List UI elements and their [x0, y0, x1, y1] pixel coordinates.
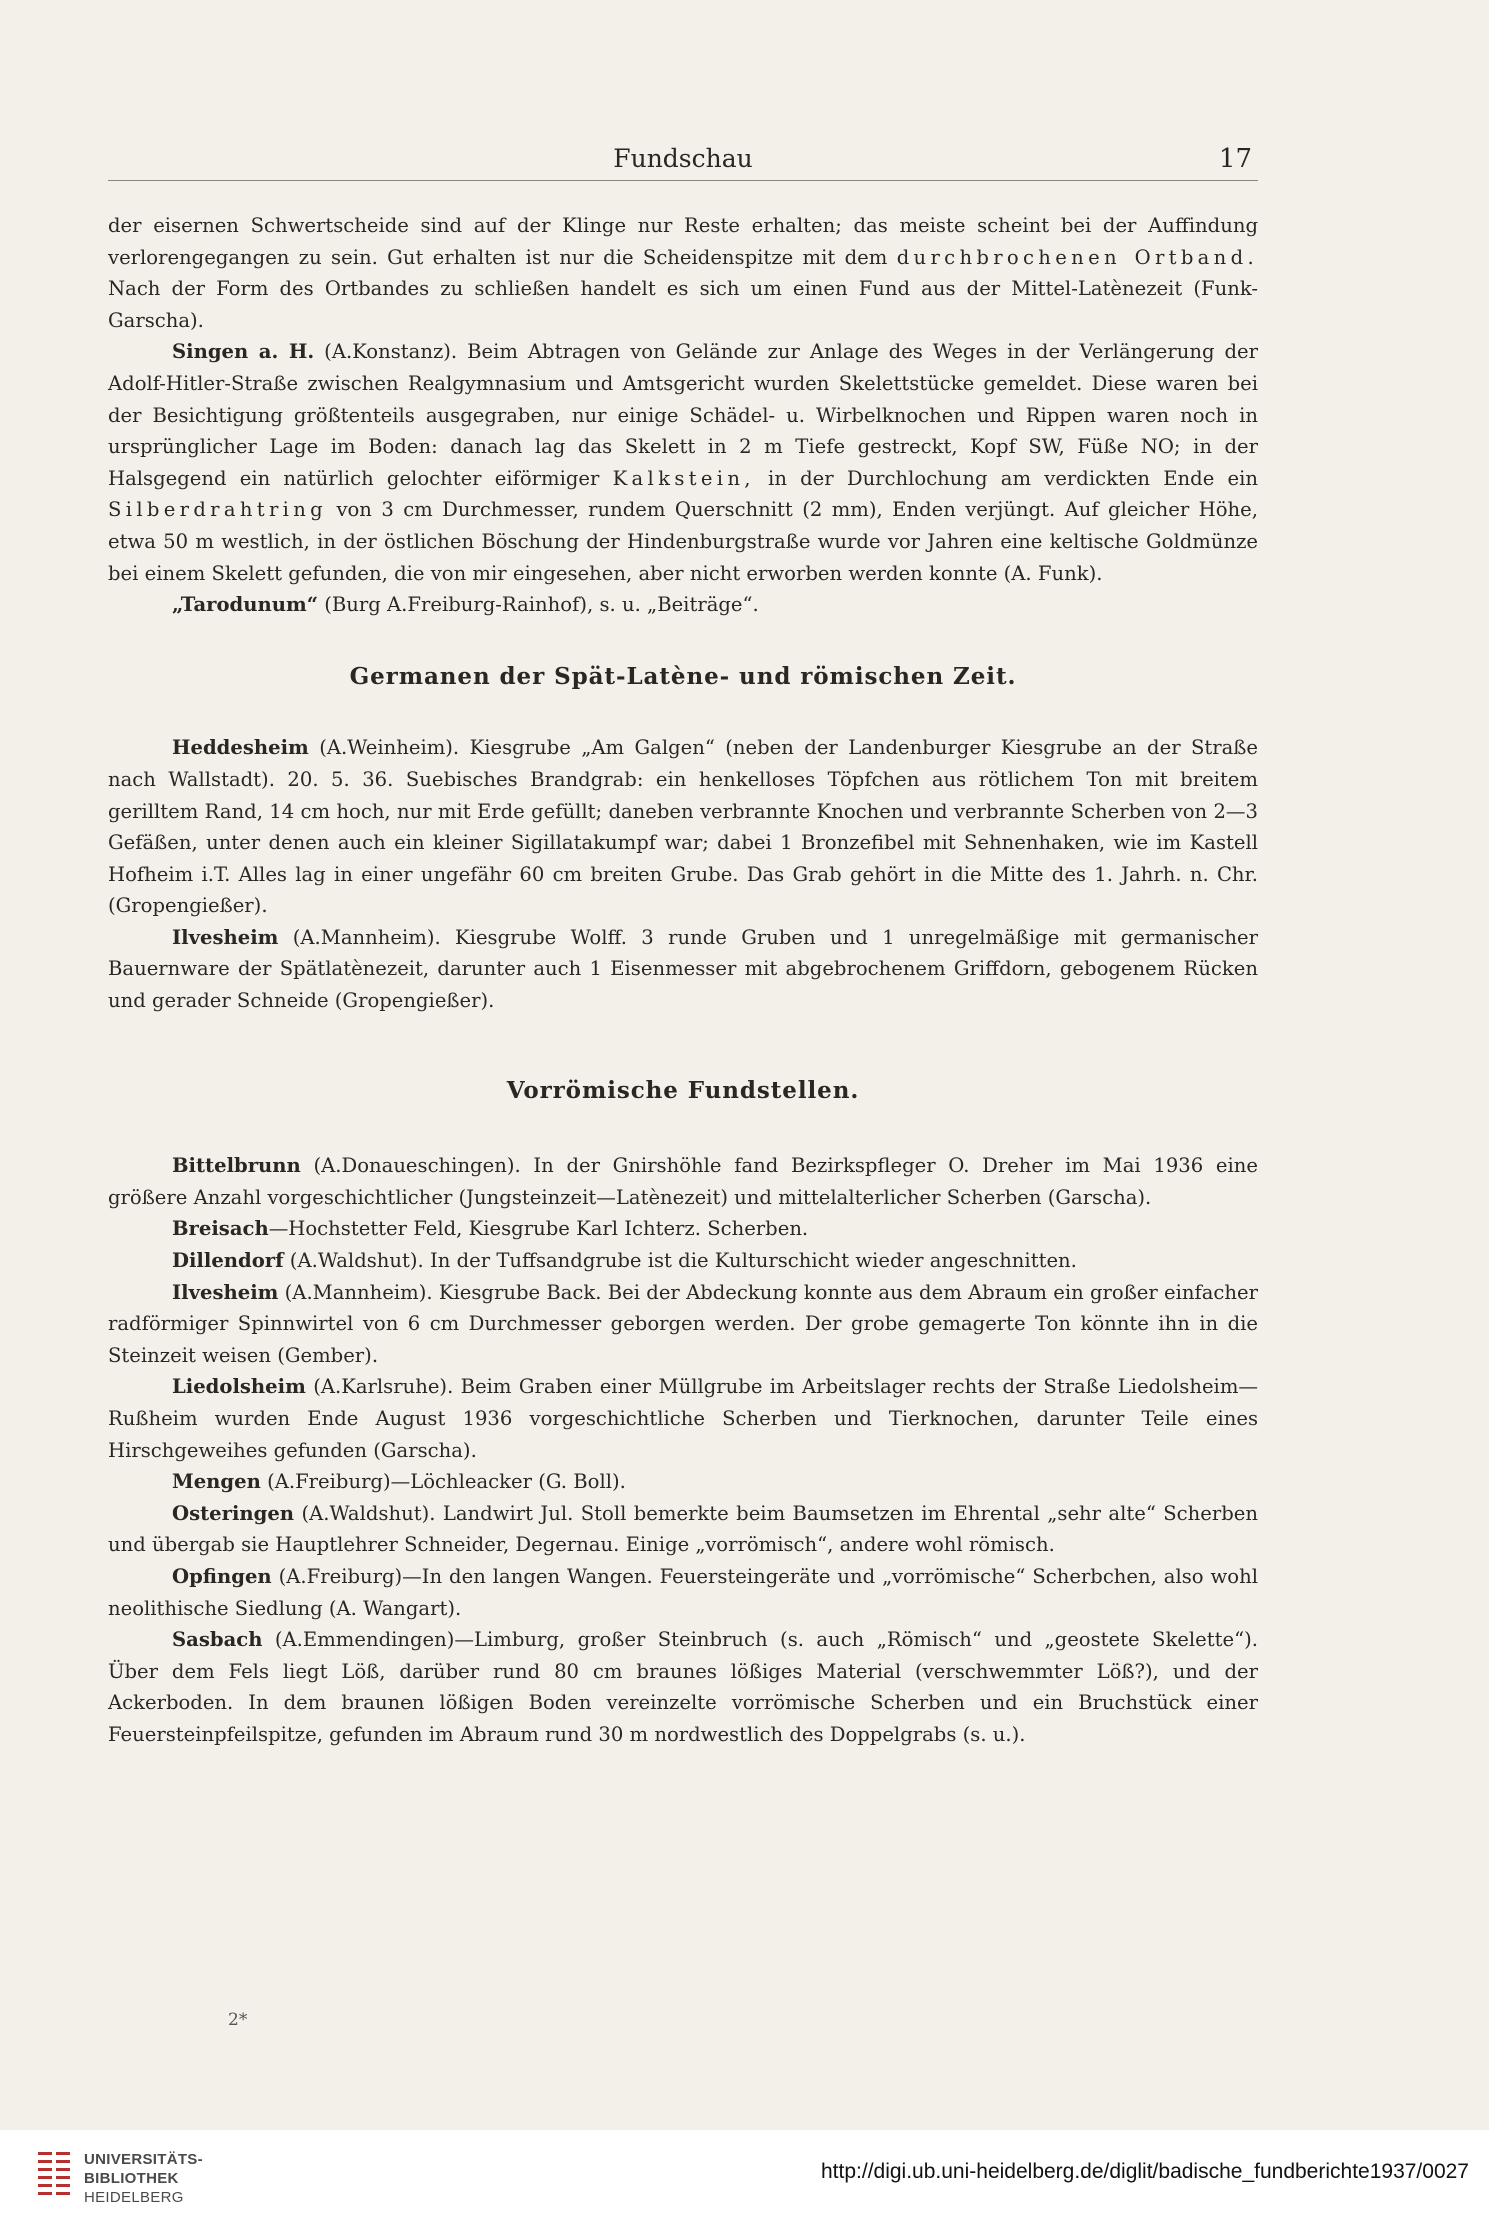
entry-ilvesheim-2 — [108, 1277, 1258, 1372]
spaced-term-silberdrahtring: Silberdrahtring — [108, 498, 328, 522]
entry-name: Sasbach — [172, 1628, 263, 1652]
entry-ilvesheim — [108, 922, 1258, 1017]
entry-singen — [108, 336, 1258, 589]
library-name-line: HEIDELBERG — [84, 2189, 184, 2206]
entry-text: (A.Mannheim). Kiesgrube Back. Bei der Abdeckung konnte aus dem Abraum ein großer einfacher radförmiger Spinnwirtel von 6 cm Durchmesser geborgen werden. Der grobe gemagerte Ton könnte ihn in die Steinzeit weisen (Gember). — [108, 1280, 1258, 1367]
entry-text: (A.Karlsruhe). Beim Graben einer Müllgrube im Arbeitslager rechts der Straße Liedolsheim—Rußheim wurden Ende August 1936 vorgeschichtliche Scherben und Tierknochen, darunter Teile eines Hirschgeweihes gefunden (Garscha). — [108, 1375, 1258, 1462]
paragraph-text: der eisernen Schwertscheide sind auf der Klinge nur Reste erhalten; das meiste scheint bei der Auffindung verlorengegangen zu sein. Gut erhalten ist nur die Scheidenspitze mit dem — [108, 214, 1258, 269]
paragraph-continuation — [108, 210, 1258, 336]
entry-name: Ilvesheim — [172, 925, 279, 949]
entry-text: (A.Mannheim). Kiesgrube Wolff. 3 runde Gruben und 1 unregelmäßige mit germanischer Bauernware der Spätlatènezeit, darunter auch 1 Eisenmesser mit abgebrochenem Griffdorn, gebogenem Rücken und gerader Schneide (Gropengießer). — [108, 925, 1258, 1013]
entry-dillendorf — [108, 1245, 1258, 1277]
entry-name: Bittelbrunn — [172, 1154, 301, 1178]
entry-text: (A.Konstanz). Beim Abtragen von Gelände zur Anlage des Weges in der Verlängerung der Adolf-Hitler-Straße zwischen Realgymnasium und Amtsgericht wurden Skelettstücke gemeldet. Diese waren bei der Besichtigung größtenteils ausgegraben, nur einige Schädel- u. Wirbelknochen und Rippen waren noch in ursprünglicher Lage im Boden: danach lag das Skelett in 2 m Tiefe gestreckt, Kopf SW, Füße NO; in der Halsgegend ein natürlich gelochter eiförmiger — [108, 340, 1258, 490]
entry-name: Mengen — [172, 1470, 261, 1494]
entry-name: Osteringen — [172, 1501, 295, 1525]
spaced-term-ortband: durchbrochenen Ortband. — [896, 245, 1258, 269]
body-text — [108, 210, 1258, 1751]
entry-name: Singen a. H. — [172, 340, 315, 364]
entry-text: (A.Weinheim). Kiesgrube „Am Galgen“ (neben der Landenburger Kiesgrube an der Straße nach Wallstadt). 20. 5. 36. Suebisches Brandgrab: ein henkelloses Töpfchen aus rötlichem Ton mit breitem gerilltem Rand, 14 cm hoch, nur mit Erde gefüllt; daneben verbrannte Knochen und verbrannte Scherben von 2—3 Gefäßen, unter denen auch ein kleiner Sigillatakumpf war; dabei 1 Bronzefibel mit Sehnenhaken, wie im Kastell Hofheim i.T. Alles lag in einer ungefähr 60 cm breiten Grube. Das Grab gehört in die Mitte des 1. Jahrh. n. Chr. (Gropengießer). — [108, 736, 1258, 918]
library-name — [84, 2150, 203, 2207]
entry-mengen — [108, 1466, 1258, 1498]
page-number: 17 — [1218, 144, 1252, 174]
section-heading-germanen: Germanen der Spät-Latène- und römischen Zeit. — [349, 662, 1017, 690]
entry-opfingen — [108, 1561, 1258, 1624]
entry-tarodunum — [108, 589, 1258, 621]
entry-text: (Burg A.Freiburg-Rainhof), s. u. „Beiträge“. — [324, 593, 759, 617]
section-heading-vorroemisch: Vorrömische Fundstellen. — [506, 1076, 860, 1104]
entry-heddesheim — [108, 732, 1258, 922]
entry-name: Heddesheim — [172, 736, 309, 760]
library-name-line: UNIVERSITÄTS- — [84, 2151, 203, 2168]
entry-name: Breisach — [172, 1217, 269, 1241]
entry-text: (A.Donaueschingen). In der Gnirshöhle fand Bezirkspfleger O. Dreher im Mai 1936 eine größere Anzahl vorgeschichtlicher (Jungsteinzeit—Latènezeit) und mittelalterlicher Scherben (Garscha). — [108, 1154, 1258, 1209]
entry-text: von 3 cm Durchmesser, rundem Querschnitt (2 mm), Enden verjüngt. Auf gleicher Höhe, etwa 50 m westlich, in der östlichen Böschung der Hindenburgstraße wurde vor Jahren eine keltische Goldmünze bei einem Skelett gefunden, die von mir eingesehen, aber nicht erworben werden konnte (A. Funk). — [108, 498, 1258, 585]
entry-breisach — [108, 1213, 1258, 1245]
entry-bittelbrunn — [108, 1150, 1258, 1213]
university-library-logo-icon — [34, 2146, 74, 2206]
page-header — [108, 140, 1258, 181]
entry-name: Opfingen — [172, 1564, 272, 1588]
entry-text: (A.Waldshut). In der Tuffsandgrube ist die Kulturschicht wieder angeschnitten. — [289, 1249, 1077, 1273]
entry-text: (A.Freiburg)—Löchleacker (G. Boll). — [267, 1470, 626, 1494]
entry-name: Dillendorf — [172, 1249, 284, 1273]
entry-sasbach — [108, 1624, 1258, 1750]
signature-mark: 2* — [228, 2010, 248, 2030]
entry-text: (A.Emmendingen)—Limburg, großer Steinbruch (s. auch „Römisch“ und „geostete Skelette“). Über dem Fels liegt Löß, darüber rund 80 cm braunes lößiges Material (verschwemmter Löß?), und der Ackerboden. In dem braunen lößigen Boden vereinzelte vorrömische Scherben und ein Bruchstück einer Feuersteinpfeilspitze, gefunden im Abraum rund 30 m nordwestlich des Doppelgrabs (s. u.). — [108, 1628, 1259, 1746]
entry-liedolsheim — [108, 1371, 1258, 1466]
entry-text: in der Durchlochung am verdickten Ende ein — [768, 466, 1258, 490]
paragraph-text: Nach der Form des Ortbandes zu schließen handelt es sich um einen Fund aus der Mittel-Latènezeit (Funk-Garscha). — [108, 277, 1258, 332]
entry-text: —Hochstetter Feld, Kiesgrube Karl Ichterz. Scherben. — [268, 1217, 809, 1241]
entry-text: (A.Waldshut). Landwirt Jul. Stoll bemerkte beim Baumsetzen im Ehrental „sehr alte“ Scherben und übergab sie Hauptlehrer Schneider, Degernau. Einige „vorrömisch“, andere wohl römisch. — [108, 1501, 1258, 1557]
entry-name: Ilvesheim — [172, 1280, 279, 1304]
footer-bar — [0, 2130, 1489, 2227]
entry-name: „Tarodunum“ — [172, 593, 318, 617]
library-name-line: BIBLIOTHEK — [84, 2170, 179, 2187]
permalink-url[interactable]: http://digi.ub.uni-heidelberg.de/diglit/badische_fundberichte1937/0027 — [821, 2160, 1469, 2183]
spaced-term-kalkstein: Kalkstein, — [612, 466, 755, 490]
entry-text: (A.Freiburg)—In den langen Wangen. Feuersteingeräte und „vorrömische“ Scherbchen, also wohl neolithische Siedlung (A. Wangart). — [108, 1564, 1258, 1620]
entry-osteringen — [108, 1498, 1258, 1561]
entry-name: Liedolsheim — [172, 1375, 306, 1399]
running-title: Fundschau — [613, 144, 753, 173]
